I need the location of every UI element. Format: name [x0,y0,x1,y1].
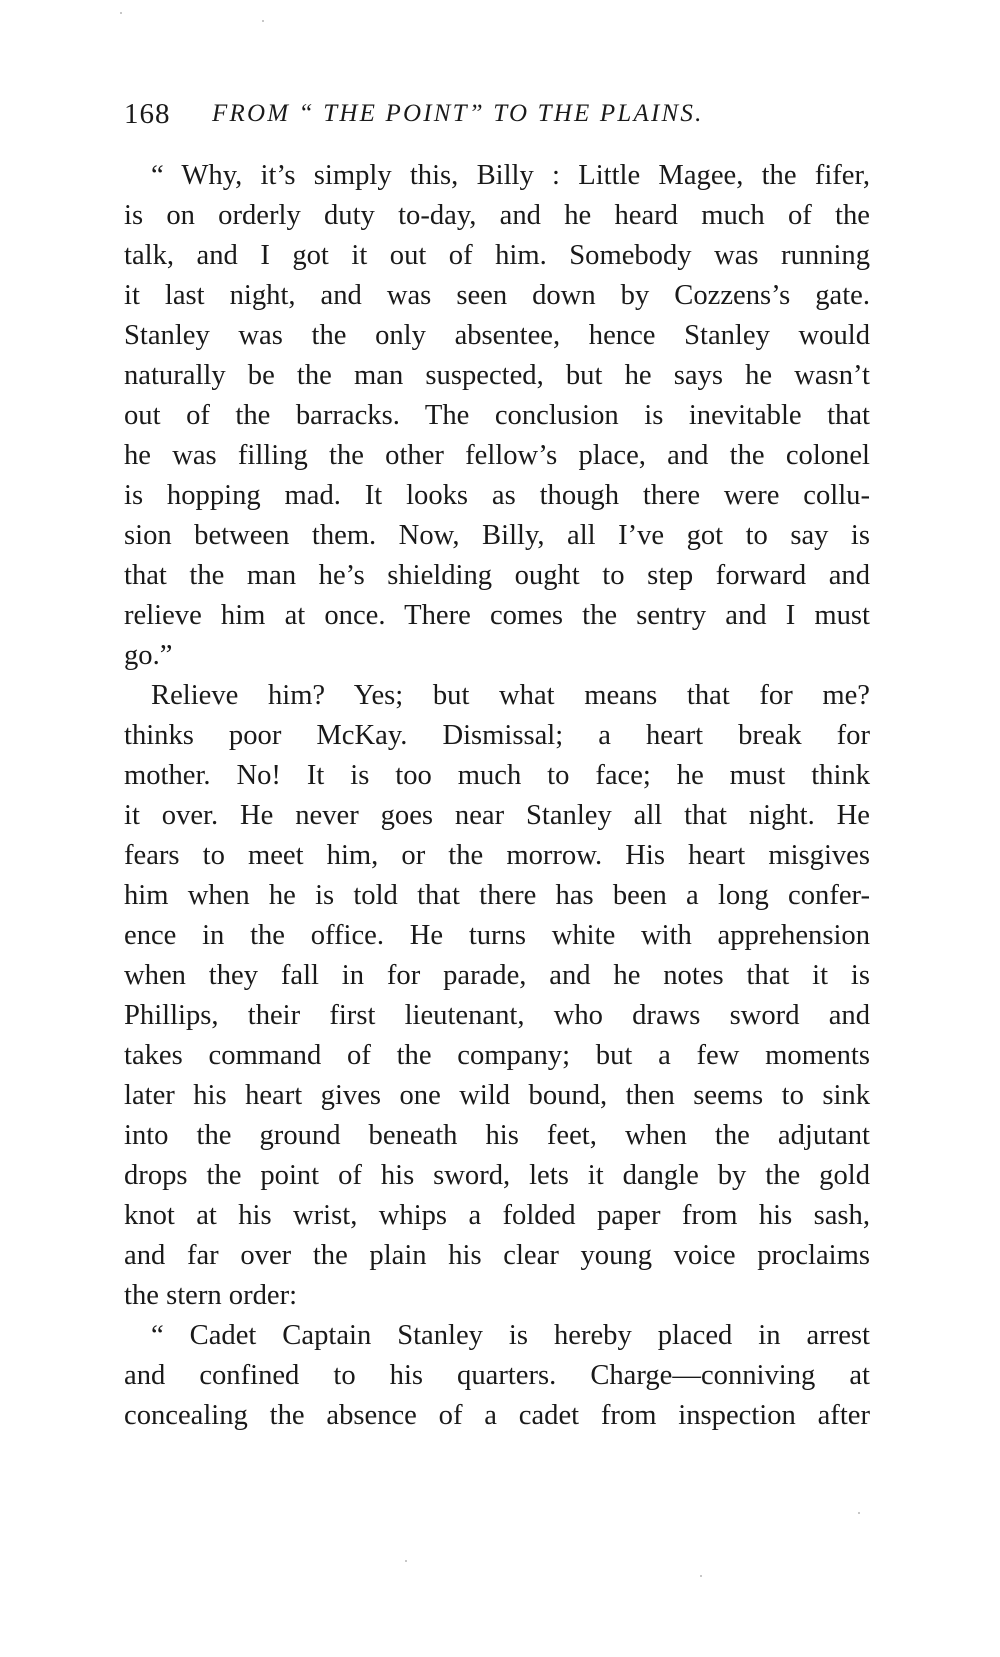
page-header [124,98,884,138]
text-line: and far over the plain his clear young voice proclaims [124,1240,870,1271]
text-line: knot at his wrist, whips a folded paper from his sash, [124,1200,870,1231]
text-line: he was filling the other fellow’s place, and the colonel [124,440,870,471]
page-number: 168 [124,98,171,130]
text-line: when they fall in for parade, and he notes that it is [124,960,870,991]
text-line: later his heart gives one wild bound, then seems to sink [124,1080,870,1111]
text-line: takes command of the company; but a few moments [124,1040,870,1071]
text-line: Stanley was the only absentee, hence Stanley would [124,320,870,351]
text-line: the stern order: [124,1280,298,1311]
paper-speck [262,20,264,22]
text-line: ence in the office. He turns white with apprehension [124,920,870,951]
text-line: mother. No! It is too much to face; he must think [124,760,870,791]
text-line: into the ground beneath his feet, when the adjutant [124,1120,870,1151]
paper-speck [120,12,122,14]
text-line: concealing the absence of a cadet from inspection after [124,1400,870,1431]
text-line: relieve him at once. There comes the sentry and I must [124,600,870,631]
text-line: drops the point of his sword, lets it dangle by the gold [124,1160,870,1191]
text-line: “ Why, it’s simply this, Billy : Little Magee, the fifer, [151,160,870,191]
text-line: Phillips, their first lieutenant, who draws sword and [124,1000,870,1031]
text-line: it over. He never goes near Stanley all that night. He [124,800,870,831]
text-line: go.” [124,640,173,671]
text-line: out of the barracks. The conclusion is inevitable that [124,400,870,431]
text-line: talk, and I got it out of him. Somebody was running [124,240,870,271]
text-line: “ Cadet Captain Stanley is hereby placed in arrest [151,1320,870,1351]
text-line: is on orderly duty to-day, and he heard much of the [124,200,870,231]
paper-speck [700,1575,702,1577]
text-line: him when he is told that there has been a long confer- [124,880,870,911]
paper-speck [858,1512,860,1514]
text-line: thinks poor McKay. Dismissal; a heart break for [124,720,870,751]
text-line: it last night, and was seen down by Cozzens’s gate. [124,280,870,311]
text-line: sion between them. Now, Billy, all I’ve got to say is [124,520,870,551]
text-line: is hopping mad. It looks as though there were collu- [124,480,870,511]
text-line: that the man he’s shielding ought to step forward and [124,560,870,591]
text-line: fears to meet him, or the morrow. His heart misgives [124,840,870,871]
text-line: Relieve him? Yes; but what means that for me? [151,680,870,711]
paper-speck [405,1560,407,1562]
running-head: FROM “ THE POINT” TO THE PLAINS. [212,100,704,127]
text-line: and confined to his quarters. Charge—conniving at [124,1360,870,1391]
body-text [124,156,870,1436]
text-line: naturally be the man suspected, but he says he wasn’t [124,360,870,391]
